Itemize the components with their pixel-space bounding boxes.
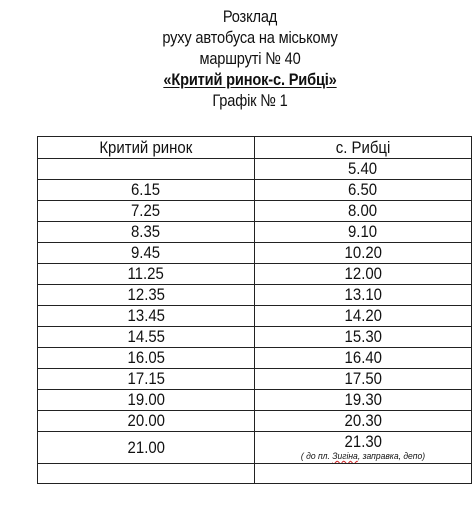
table-cell-departure: 7.25 — [38, 201, 255, 222]
table-cell-arrival: 8.00 — [255, 201, 472, 222]
table-cell-empty — [255, 464, 472, 484]
header-route-number: маршруті № 40 — [199, 49, 301, 68]
table-cell-arrival: 16.40 — [255, 348, 472, 369]
header-title: Розклад — [222, 7, 278, 26]
table-cell-departure: 16.05 — [38, 348, 255, 369]
table-row — [38, 264, 472, 285]
table-row-empty — [38, 464, 472, 484]
column-header-departure: Критий ринок — [38, 137, 255, 159]
table-cell-departure: 9.45 — [38, 243, 255, 264]
schedule-header — [0, 6, 476, 111]
table-row — [38, 327, 472, 348]
table-cell-arrival: 6.50 — [255, 180, 472, 201]
table-cell-departure: 17.15 — [38, 369, 255, 390]
table-cell-departure: 6.15 — [38, 180, 255, 201]
table-cell-arrival: 5.40 — [255, 159, 472, 180]
table-row — [38, 390, 472, 411]
table-cell-departure: 8.35 — [38, 222, 255, 243]
table-row — [38, 180, 472, 201]
table-cell-arrival: 14.20 — [255, 306, 472, 327]
table-cell-departure: 20.00 — [38, 411, 255, 432]
table-cell-departure: 12.35 — [38, 285, 255, 306]
table-cell-arrival: 15.30 — [255, 327, 472, 348]
route-note: ( до пл. Зигіна, заправка, депо) — [300, 451, 426, 461]
table-row — [38, 306, 472, 327]
header-subtitle-line1: руху автобуса на міському — [162, 28, 338, 47]
table-header-row — [38, 137, 472, 159]
table-cell-arrival: 17.50 — [255, 369, 472, 390]
table-cell-arrival: 13.10 — [255, 285, 472, 306]
table-cell-departure: 11.25 — [38, 264, 255, 285]
table-cell-arrival: 19.30 — [255, 390, 472, 411]
table-row — [38, 222, 472, 243]
table-cell-arrival: 20.30 — [255, 411, 472, 432]
table-row — [38, 159, 472, 180]
table-row — [38, 369, 472, 390]
table-row — [38, 411, 472, 432]
table-row-last-trip — [38, 432, 472, 464]
header-schedule-label: Графік № 1 — [212, 91, 288, 110]
table-cell-departure: 14.55 — [38, 327, 255, 348]
table-row — [38, 243, 472, 264]
table-cell-arrival: 12.00 — [255, 264, 472, 285]
table-row — [38, 348, 472, 369]
table-cell-arrival: 10.20 — [255, 243, 472, 264]
table-cell-departure: 19.00 — [38, 390, 255, 411]
table-cell-departure — [38, 159, 255, 180]
table-cell-empty — [38, 464, 255, 484]
table-cell-departure: 21.00 — [38, 432, 255, 464]
header-route-name: «Критий ринок-с. Рибці» — [163, 70, 337, 89]
table-row — [38, 285, 472, 306]
route-note-highlight: Зигіна — [332, 451, 358, 461]
schedule-table — [37, 136, 472, 484]
table-cell-arrival: 9.10 — [255, 222, 472, 243]
table-cell-arrival-with-note: 21.30 ( до пл. Зигіна, заправка, депо) — [255, 432, 472, 464]
table-cell-departure: 13.45 — [38, 306, 255, 327]
table-row — [38, 201, 472, 222]
column-header-destination: с. Рибці — [255, 137, 472, 159]
